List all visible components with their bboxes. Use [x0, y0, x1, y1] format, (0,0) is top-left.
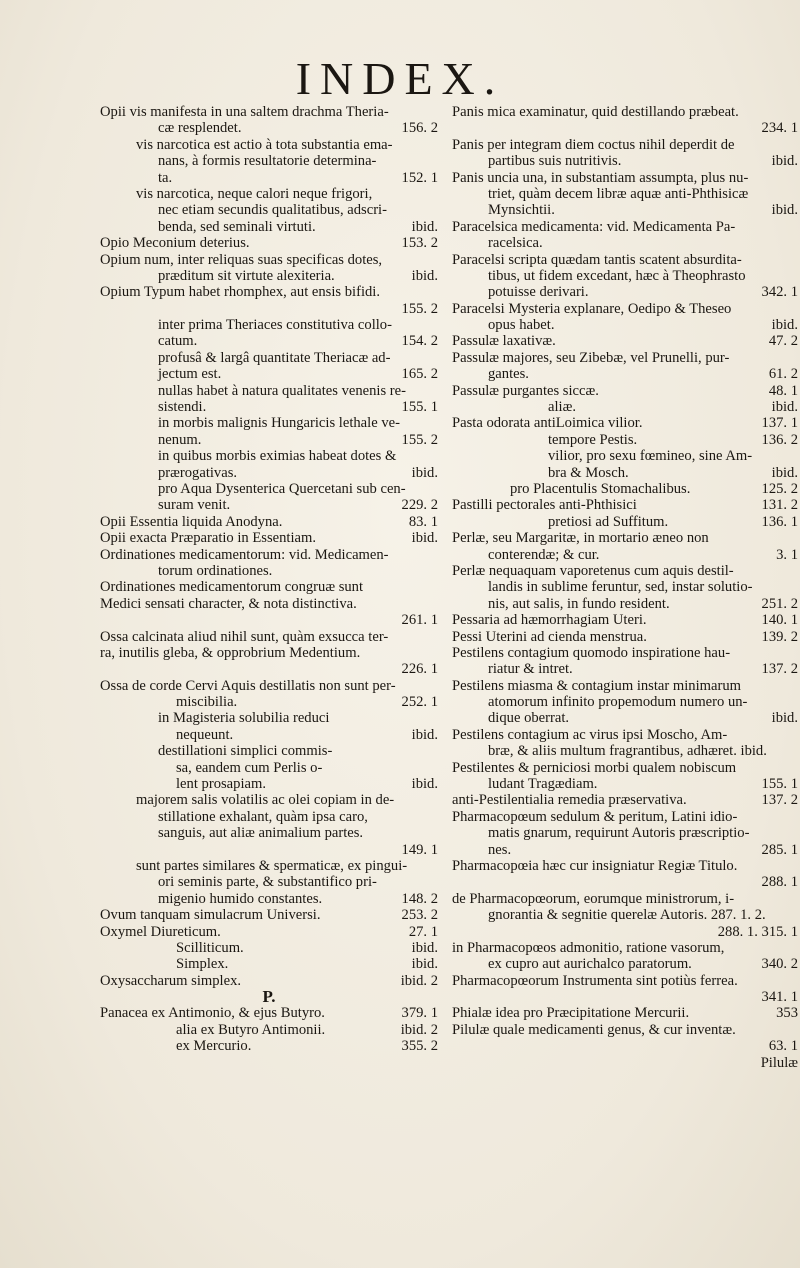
index-entry-line: [100, 481, 438, 497]
entry-text: Perlæ nequaquam vaporetenus cum aquis destil-: [452, 562, 734, 579]
entry-text: cæ resplendet.: [158, 120, 242, 137]
page-reference: 47. 2: [768, 333, 798, 350]
entry-text: alia ex Butyro Antimonii.: [176, 1021, 326, 1038]
entry-text: destillationi simplici commis-: [158, 743, 333, 760]
index-entry-line: [100, 317, 438, 333]
page-reference: ibid.: [771, 464, 798, 481]
entry-text: P.: [262, 987, 276, 1007]
entry-text: Pestilens contagium quomodo inspiratione hau-: [452, 644, 731, 661]
index-entry-line: [452, 333, 798, 349]
entry-text: torum ordinationes.: [158, 562, 273, 579]
index-entry-line: [100, 596, 438, 612]
page-reference: 136. 1: [761, 513, 798, 530]
index-entry-line: [452, 645, 798, 661]
index-entry-line: [452, 235, 798, 251]
index-entry-line: [452, 301, 798, 317]
entry-text: Paracelsi Mysteria explanare, Oedipo & Theseo: [452, 300, 732, 317]
index-entry-line: [452, 120, 798, 136]
page-reference: ibid.: [411, 530, 438, 547]
entry-text: ludant Tragædiam.: [488, 776, 598, 793]
index-entry-line: [100, 645, 438, 661]
entry-text: gnorantia & segnitie querelæ Autoris. 287. 1. 2.: [488, 907, 766, 924]
index-entry-line: [452, 252, 798, 268]
entry-text: opus habet.: [488, 317, 555, 334]
page-reference: ibid.: [411, 464, 438, 481]
entry-text: Ovum tanquam simulacrum Universi.: [100, 907, 321, 924]
page-reference: 251. 2: [761, 595, 798, 612]
index-entry-line: [100, 727, 438, 743]
entry-text: Panacea ex Antimonio, & ejus Butyro.: [100, 1005, 325, 1022]
entry-text: ex cupro aut aurichalco paratorum.: [488, 956, 692, 973]
index-entry-line: [452, 874, 798, 890]
index-entry-line: [100, 563, 438, 579]
index-entry-line: [452, 514, 798, 530]
index-entry-line: [452, 973, 798, 989]
page-reference: ibid.: [771, 317, 798, 334]
entry-text: Scilliticum.: [176, 939, 244, 956]
index-entry-line: [100, 612, 438, 628]
entry-text: Phialæ idea pro Præcipitatione Mercurii.: [452, 1005, 690, 1022]
page-reference: 149. 1: [401, 841, 438, 858]
entry-text: ex Mercurio.: [176, 1038, 252, 1055]
entry-text: sa, eandem cum Perlis o-: [176, 759, 323, 776]
entry-text: Pestilens contagium ac virus ipsi Moscho, Am-: [452, 726, 728, 743]
entry-text: ta.: [158, 169, 173, 186]
page-reference: ibid.: [771, 153, 798, 170]
index-entry-line: [452, 809, 798, 825]
entry-text: Pilulæ quale medicamenti genus, & cur inventæ.: [452, 1021, 736, 1038]
entry-text: nequeunt.: [176, 726, 234, 743]
entry-text: Oxymel Diureticum.: [100, 923, 221, 940]
entry-text: nes.: [488, 841, 512, 858]
entry-text: nenum.: [158, 431, 202, 448]
entry-text: vilior, pro sexu fœmineo, sine Am-: [548, 448, 753, 465]
page-reference: Pilulæ: [760, 1054, 798, 1071]
index-entry-line: [100, 1038, 438, 1054]
page-reference: 131. 2: [761, 497, 798, 514]
index-entry-line: [452, 383, 798, 399]
entry-text: Passulæ majores, seu Zibebæ, vel Prunelli, pur-: [452, 349, 730, 366]
index-entry-line: [100, 514, 438, 530]
index-entry-line: [452, 760, 798, 776]
page-reference: ibid.: [411, 776, 438, 793]
index-entry-line: [452, 1038, 798, 1054]
entry-text: gantes.: [488, 366, 529, 383]
index-entry-line: [452, 153, 798, 169]
entry-text: Ossa de corde Cervi Aquis destillatis non sunt per-: [100, 677, 396, 694]
page-reference: 353: [776, 1005, 798, 1022]
page-reference: 155. 1: [401, 399, 438, 416]
page-title: INDEX.: [295, 53, 505, 104]
entry-text: Mynsichtii.: [488, 202, 555, 219]
index-entry-line: [100, 792, 438, 808]
page-reference: 152. 1: [401, 169, 438, 186]
index-entry-line: [100, 219, 438, 235]
entry-text: vis narcotica est actio à tota substantia ema-: [136, 136, 393, 153]
index-entry-line: [452, 842, 798, 858]
index-column-right: [452, 104, 798, 1071]
index-entry-line: [100, 448, 438, 464]
index-entry-line: [452, 547, 798, 563]
entry-text: triet, quàm decem libræ aquæ anti-Phthisicæ: [488, 185, 749, 202]
entry-text: nec etiam secundis qualitatibus, adscri-: [158, 202, 387, 219]
entry-text: in morbis malignis Hungaricis lethale ve-: [158, 415, 400, 432]
entry-text: Pasta odorata antiLoimica vilior.: [452, 415, 643, 432]
index-entry-line: [452, 284, 798, 300]
index-entry-line: [100, 547, 438, 563]
index-entry-line: [452, 661, 798, 677]
index-entry-line: [452, 481, 798, 497]
index-entry-line: [452, 825, 798, 841]
index-entry-line: [100, 153, 438, 169]
entry-text: Medici sensati character, & nota distinctiva.: [100, 595, 357, 612]
index-entry-line: [452, 432, 798, 448]
index-entry-line: [452, 104, 798, 120]
page-reference: 83. 1: [408, 513, 438, 530]
entry-text: nullas habet à natura qualitates venenis re-: [158, 382, 406, 399]
entry-text: Pestilens miasma & contagium instar minimarum: [452, 677, 741, 694]
index-entry-line: [100, 465, 438, 481]
index-entry-line: [452, 629, 798, 645]
entry-text: ra, inutilis gleba, & opprobrium Medentium.: [100, 644, 361, 661]
page-reference: 288. 1: [761, 874, 798, 891]
page-reference: 355. 2: [401, 1038, 438, 1055]
page-reference: 155. 2: [401, 431, 438, 448]
page-reference: 379. 1: [401, 1005, 438, 1022]
page-reference: 154. 2: [401, 333, 438, 350]
page-reference: 48. 1: [768, 382, 798, 399]
index-entry-line: [100, 924, 438, 940]
page-reference: ibid. 2: [400, 1021, 438, 1038]
index-entry-line: [100, 366, 438, 382]
entry-text: vis narcotica, neque calori neque frigori,: [136, 185, 373, 202]
page-reference: ibid.: [411, 218, 438, 235]
page-reference: 261. 1: [401, 612, 438, 629]
index-entry-line: [452, 907, 798, 923]
index-entry-line: [100, 760, 438, 776]
entry-text: majorem salis volatilis ac olei copiam in de-: [136, 792, 395, 809]
index-entry-line: [100, 940, 438, 956]
entry-text: pretiosi ad Suffitum.: [548, 513, 669, 530]
index-entry-line: [100, 399, 438, 415]
entry-text: migenio humido constantes.: [158, 890, 323, 907]
entry-text: Oxysaccharum simplex.: [100, 972, 242, 989]
index-entry-line: [452, 415, 798, 431]
entry-text: benda, sed seminali virtuti.: [158, 218, 316, 235]
index-entry-line: [100, 235, 438, 251]
page-reference: 165. 2: [401, 366, 438, 383]
entry-text: Opium num, inter reliquas suas specificas dotes,: [100, 251, 383, 268]
entry-text: Pastilli pectorales anti-Phthisici: [452, 497, 637, 514]
index-entry-line: [452, 563, 798, 579]
index-entry-line: [452, 743, 798, 759]
index-entry-line: [452, 465, 798, 481]
entry-text: Panis per integram diem coctus nihil deperdit de: [452, 136, 735, 153]
page-reference: ibid.: [411, 267, 438, 284]
index-entry-line: [100, 137, 438, 153]
index-entry-line: [100, 661, 438, 677]
page-reference: 63. 1: [768, 1038, 798, 1055]
entry-text: prærogativas.: [158, 464, 238, 481]
entry-text: pro Aqua Dysenterica Quercetani sub cen-: [158, 480, 406, 497]
index-entry-line: [100, 284, 438, 300]
entry-text: riatur & intret.: [488, 661, 573, 678]
entry-text: Opii Essentia liquida Anodyna.: [100, 513, 283, 530]
index-entry-line: [452, 792, 798, 808]
index-entry-line: [452, 940, 798, 956]
page-reference: 155. 1: [761, 776, 798, 793]
page-reference: 137. 1: [761, 415, 798, 432]
page-reference: 253. 2: [401, 907, 438, 924]
page-reference: 140. 1: [761, 612, 798, 629]
page-reference: 155. 2: [401, 300, 438, 317]
index-entry-line: [100, 497, 438, 513]
index-entry-line: [100, 120, 438, 136]
entry-text: sunt partes similares & spermaticæ, ex pingui-: [136, 857, 408, 874]
entry-text: tibus, ut fidem excedant, hæc à Theophrasto: [488, 267, 746, 284]
index-entry-line: [100, 956, 438, 972]
entry-text: conterendæ; & cur.: [488, 546, 600, 563]
index-entry-line: [100, 104, 438, 120]
page-reference: 234. 1: [761, 120, 798, 137]
entry-text: præditum sit virtute alexiteria.: [158, 267, 335, 284]
entry-text: Passulæ laxativæ.: [452, 333, 556, 350]
page-reference: 252. 1: [401, 694, 438, 711]
index-entry-line: [100, 415, 438, 431]
index-entry-line: [452, 1022, 798, 1038]
page-reference: 3. 1: [776, 546, 798, 563]
index-entry-line: [100, 809, 438, 825]
entry-text: nans, à formis resultatorie determina-: [158, 153, 377, 170]
index-entry-line: [100, 1005, 438, 1021]
entry-text: partibus suis nutritivis.: [488, 153, 622, 170]
entry-text: aliæ.: [548, 399, 576, 416]
index-entry-line: [452, 612, 798, 628]
page-reference: 229. 2: [401, 497, 438, 514]
index-entry-line: [452, 678, 798, 694]
entry-text: miscibilia.: [176, 694, 238, 711]
index-entry-line: [100, 1022, 438, 1038]
page-reference: 285. 1: [761, 841, 798, 858]
index-entry-line: [452, 1005, 798, 1021]
page-reference: 27. 1: [408, 923, 438, 940]
index-entry-line: [100, 170, 438, 186]
page-reference: 136. 2: [761, 431, 798, 448]
entry-text: jectum est.: [158, 366, 222, 383]
entry-text: Passulæ purgantes siccæ.: [452, 382, 599, 399]
index-entry-line: [100, 907, 438, 923]
entry-text: Perlæ, seu Margaritæ, in mortario æneo non: [452, 530, 709, 547]
entry-text: Pessi Uterini ad cienda menstrua.: [452, 628, 647, 645]
index-entry-line: [100, 874, 438, 890]
page-reference: 61. 2: [768, 366, 798, 383]
index-entry-line: [100, 858, 438, 874]
index-entry-line: [100, 383, 438, 399]
index-entry-line: [100, 710, 438, 726]
entry-text: bræ, & aliis multum fragrantibus, adhæret. ibid.: [488, 743, 767, 760]
index-entry-line: [452, 596, 798, 612]
index-entry-line: [100, 202, 438, 218]
index-entry-line: [452, 268, 798, 284]
entry-text: tempore Pestis.: [548, 431, 638, 448]
entry-text: Pessaria ad hæmorrhagiam Uteri.: [452, 612, 647, 629]
entry-text: catum.: [158, 333, 198, 350]
entry-text: Paracelsica medicamenta: vid. Medicamenta Pa-: [452, 218, 736, 235]
index-entry-line: [100, 579, 438, 595]
page-reference: 340. 2: [761, 956, 798, 973]
index-entry-line: [100, 350, 438, 366]
index-entry-line: [100, 743, 438, 759]
index-entry-line: [100, 252, 438, 268]
index-entry-line: [100, 694, 438, 710]
index-entry-line: [452, 989, 798, 1005]
entry-text: inter prima Theriaces constitutiva collo-: [158, 317, 392, 334]
entry-text: anti-Pestilentialia remedia præservativa.: [452, 792, 687, 809]
index-entry-line: [100, 530, 438, 546]
page-reference: ibid.: [771, 710, 798, 727]
entry-text: Opium Typum habet rhomphex, aut ensis bifidi.: [100, 284, 381, 301]
entry-text: Opii exacta Præparatio in Essentiam.: [100, 530, 317, 547]
entry-text: Paracelsi scripta quædam tantis scatent absurdita-: [452, 251, 742, 268]
page-reference: 153. 2: [401, 235, 438, 252]
entry-text: de Pharmacopœorum, eorumque ministrorum, i-: [452, 890, 735, 907]
index-entry-line: [100, 301, 438, 317]
entry-text: Pestilentes & perniciosi morbi qualem nobiscum: [452, 759, 737, 776]
index-entry-line: [100, 432, 438, 448]
index-entry-line: [452, 366, 798, 382]
index-entry-line: [452, 530, 798, 546]
index-entry-line: [452, 694, 798, 710]
page-reference: 156. 2: [401, 120, 438, 137]
page-reference: 137. 2: [761, 792, 798, 809]
index-entry-line: [100, 186, 438, 202]
index-entry-line: [452, 399, 798, 415]
page-reference: ibid.: [771, 202, 798, 219]
index-entry-line: [452, 858, 798, 874]
entry-text: pro Placentulis Stomachalibus.: [510, 480, 691, 497]
entry-text: nis, aut salis, in fundo resident.: [488, 595, 670, 612]
entry-text: in Pharmacopœos admonitio, ratione vasorum,: [452, 939, 725, 956]
index-entry-line: [452, 579, 798, 595]
index-entry-line: [452, 317, 798, 333]
entry-text: Pharmacopœum sedulum & peritum, Latini idio-: [452, 808, 738, 825]
page-reference: ibid.: [411, 939, 438, 956]
index-entry-line: [452, 497, 798, 513]
index-entry-line: [452, 448, 798, 464]
index-entry-line: [100, 891, 438, 907]
entry-text: potuisse derivari.: [488, 284, 589, 301]
index-entry-line: [452, 202, 798, 218]
entry-text: Panis mica examinatur, quid destillando præbeat.: [452, 104, 739, 120]
entry-text: sistendi.: [158, 399, 207, 416]
page-reference: 139. 2: [761, 628, 798, 645]
entry-text: bra & Mosch.: [548, 464, 629, 481]
page-reference: 226. 1: [401, 661, 438, 678]
index-entry-line: [452, 956, 798, 972]
entry-text: Panis uncia una, in substantiam assumpta, plus nu-: [452, 169, 749, 186]
page-reference: ibid. 2: [400, 972, 438, 989]
entry-text: suram venit.: [158, 497, 231, 514]
index-entry-line: [452, 1055, 798, 1071]
index-entry-line: [100, 268, 438, 284]
entry-text: Opii vis manifesta in una saltem drachma Theria-: [100, 104, 389, 120]
entry-text: Ossa calcinata aliud nihil sunt, quàm exsucca ter-: [100, 628, 389, 645]
index-column-left: [100, 104, 438, 1055]
entry-text: in Magisteria solubilia reduci: [158, 710, 330, 727]
entry-text: dique oberrat.: [488, 710, 570, 727]
entry-text: Ordinationes medicamentorum: vid. Medicamen-: [100, 546, 389, 563]
entry-text: stillatione exhalant, quàm ipsa caro,: [158, 808, 368, 825]
page-reference: 148. 2: [401, 890, 438, 907]
entry-text: landis in sublime feruntur, sed, instar solutio-: [488, 579, 753, 596]
entry-text: racelsica.: [488, 235, 543, 252]
entry-text: sanguis, aut aliæ animalium partes.: [158, 825, 364, 842]
index-entry-line: [100, 629, 438, 645]
index-entry-line: [452, 924, 798, 940]
page-reference: 341. 1: [761, 989, 798, 1006]
entry-text: Simplex.: [176, 956, 229, 973]
entry-text: Ordinationes medicamentorum congruæ sunt: [100, 579, 364, 596]
entry-text: Opio Meconium deterius.: [100, 235, 250, 252]
entry-text: atomorum infinito propemodum numero un-: [488, 694, 748, 711]
index-entry-line: [452, 137, 798, 153]
index-entry-line: [100, 842, 438, 858]
entry-text: Pharmacopœorum Instrumenta sint potiùs ferrea.: [452, 972, 738, 989]
index-entry-line: [452, 710, 798, 726]
index-entry-line: [452, 891, 798, 907]
page-reference: 125. 2: [761, 480, 798, 497]
index-entry-line: [452, 186, 798, 202]
entry-text: matis gnarum, requirunt Autoris præscriptio-: [488, 825, 750, 842]
index-entry-line: [452, 776, 798, 792]
index-entry-line: [100, 825, 438, 841]
entry-text: Pharmacopœia hæc cur insigniatur Regiæ Titulo.: [452, 857, 738, 874]
entry-text: ori seminis parte, & substantifico pri-: [158, 874, 377, 891]
page-reference: 342. 1: [761, 284, 798, 301]
page-reference: ibid.: [411, 956, 438, 973]
page-reference: ibid.: [771, 399, 798, 416]
index-entry-line: [452, 350, 798, 366]
entry-text: profusâ & largâ quantitate Theriacæ ad-: [158, 349, 391, 366]
page-reference: 137. 2: [761, 661, 798, 678]
page-reference: 288. 1. 315. 1: [717, 923, 798, 940]
index-entry-line: [452, 727, 798, 743]
entry-text: lent prosapiam.: [176, 776, 266, 793]
entry-text: in quibus morbis eximias habeat dotes &: [158, 448, 397, 465]
index-entry-line: [100, 333, 438, 349]
index-entry-line: [452, 219, 798, 235]
page-reference: ibid.: [411, 726, 438, 743]
index-entry-line: [452, 170, 798, 186]
section-letter: [100, 989, 438, 1005]
index-entry-line: [100, 678, 438, 694]
index-entry-line: [100, 776, 438, 792]
